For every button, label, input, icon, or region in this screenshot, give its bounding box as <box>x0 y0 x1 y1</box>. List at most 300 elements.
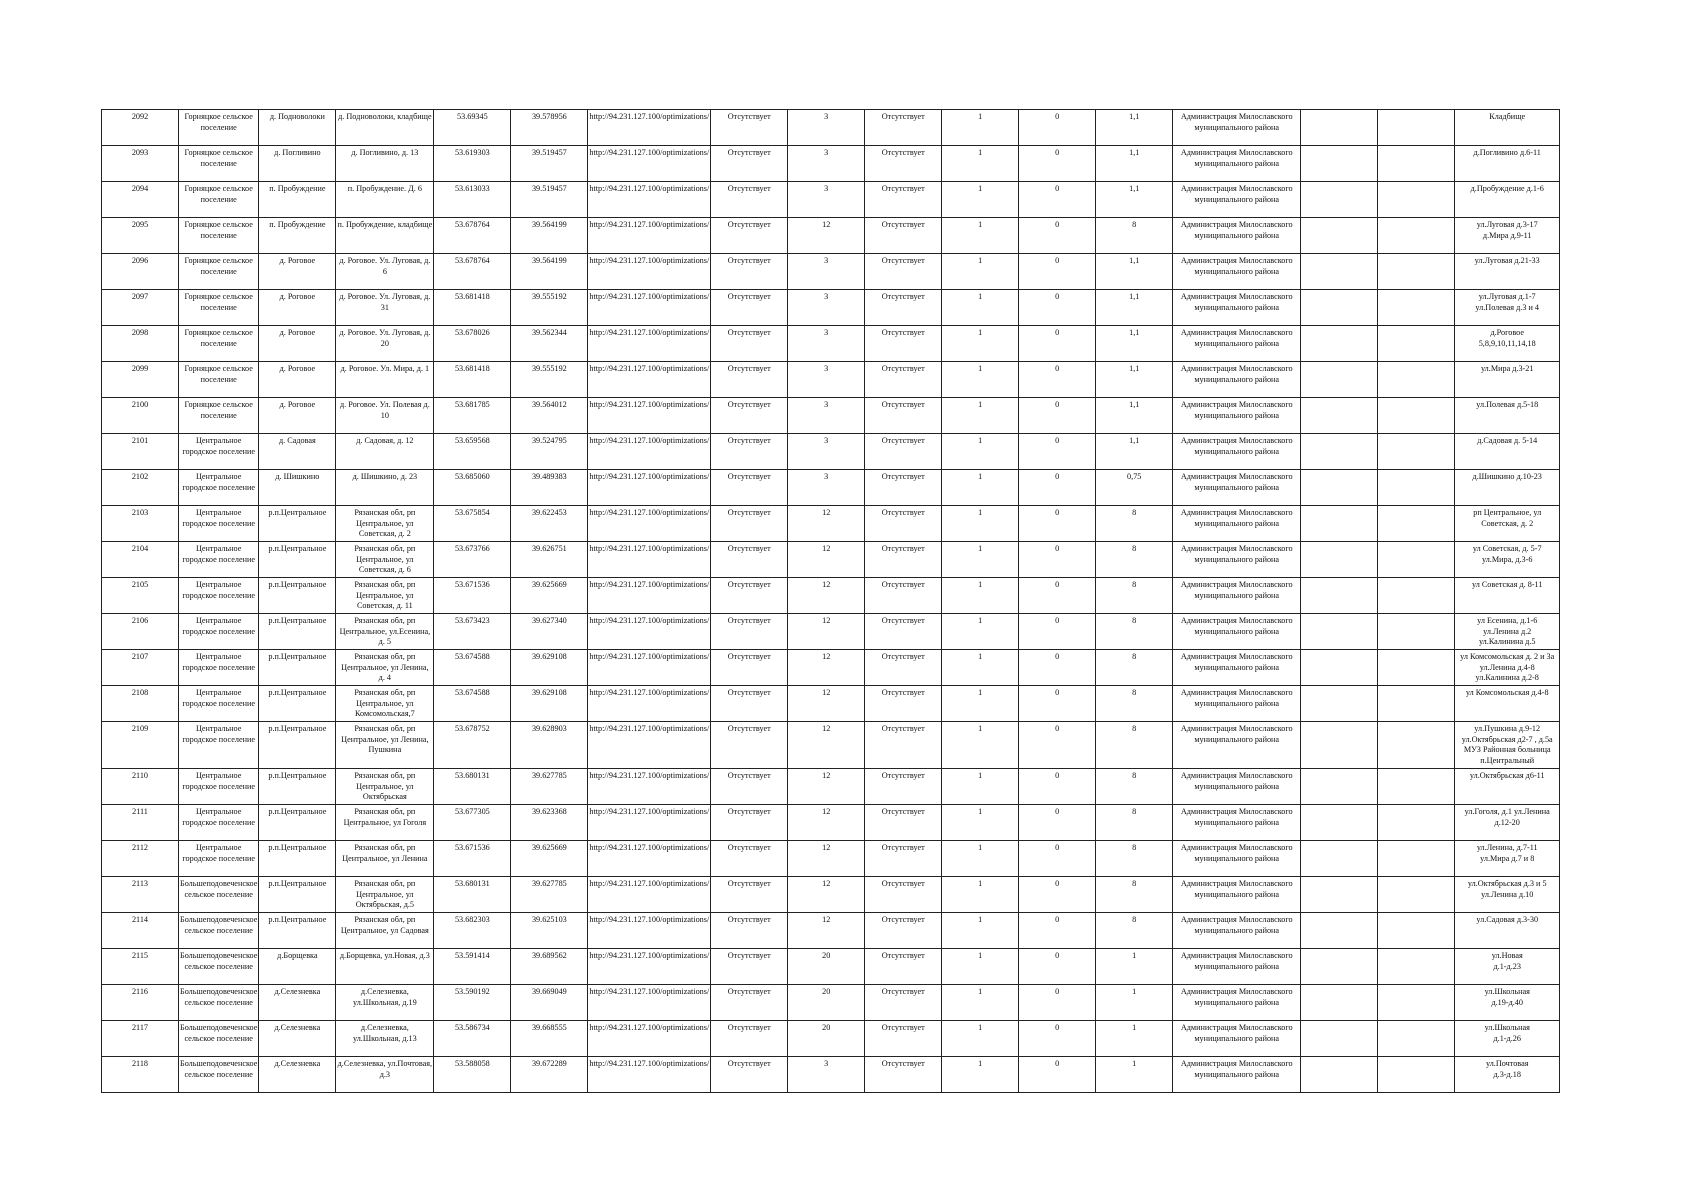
owner-cell: Администрация Милославского муниципального района <box>1173 110 1301 146</box>
table-row <box>102 578 1560 614</box>
blank-cell <box>1301 254 1378 290</box>
status-cell-2: Отсутствует <box>865 1021 942 1057</box>
container-zero-cell: 0 <box>1019 146 1096 182</box>
served-objects-cell: ул.Новая д.1-д.23 <box>1455 949 1560 985</box>
blank-cell-2 <box>1378 841 1455 877</box>
owner-cell: Администрация Милославского муниципального района <box>1173 949 1301 985</box>
owner-cell: Администрация Милославского муниципального района <box>1173 913 1301 949</box>
latitude-cell: 53.673766 <box>434 542 511 578</box>
row-number-cell: 2107 <box>102 650 179 686</box>
row-number-cell: 2093 <box>102 146 179 182</box>
status-cell-2: Отсутствует <box>865 1057 942 1093</box>
blank-cell <box>1301 913 1378 949</box>
url-cell[interactable]: http://94.231.127.100/optimizations/ <box>588 877 711 913</box>
url-cell[interactable]: http://94.231.127.100/optimizations/ <box>588 326 711 362</box>
status-cell-2: Отсутствует <box>865 686 942 722</box>
area-cell: 3 <box>788 254 865 290</box>
settlement-cell: Горняцкое сельское поселение <box>179 218 259 254</box>
container-count-cell: 1 <box>942 362 1019 398</box>
container-count-cell: 1 <box>942 650 1019 686</box>
url-cell[interactable]: http://94.231.127.100/optimizations/ <box>588 913 711 949</box>
url-cell[interactable]: http://94.231.127.100/optimizations/ <box>588 146 711 182</box>
blank-cell-2 <box>1378 398 1455 434</box>
status-cell-2: Отсутствует <box>865 254 942 290</box>
status-cell-2: Отсутствует <box>865 398 942 434</box>
container-count-cell: 1 <box>942 398 1019 434</box>
blank-cell <box>1301 650 1378 686</box>
table-row <box>102 805 1560 841</box>
area-cell: 20 <box>788 949 865 985</box>
address-cell: д. Садовая, д. 12 <box>336 434 434 470</box>
url-cell[interactable]: http://94.231.127.100/optimizations/ <box>588 110 711 146</box>
area-cell: 3 <box>788 398 865 434</box>
status-cell-2: Отсутствует <box>865 542 942 578</box>
container-zero-cell: 0 <box>1019 182 1096 218</box>
latitude-cell: 53.673423 <box>434 614 511 650</box>
owner-cell: Администрация Милославского муниципального района <box>1173 614 1301 650</box>
url-cell[interactable]: http://94.231.127.100/optimizations/ <box>588 805 711 841</box>
blank-cell-2 <box>1378 290 1455 326</box>
longitude-cell: 39.562344 <box>511 326 588 362</box>
row-number-cell: 2106 <box>102 614 179 650</box>
row-number-cell: 2118 <box>102 1057 179 1093</box>
container-count-cell: 1 <box>942 290 1019 326</box>
blank-cell-2 <box>1378 722 1455 769</box>
blank-cell-2 <box>1378 877 1455 913</box>
url-cell[interactable]: http://94.231.127.100/optimizations/ <box>588 985 711 1021</box>
status-cell-2: Отсутствует <box>865 769 942 805</box>
volume-cell: 1,1 <box>1096 326 1173 362</box>
table-row <box>102 542 1560 578</box>
owner-cell: Администрация Милославского муниципального района <box>1173 398 1301 434</box>
container-zero-cell: 0 <box>1019 650 1096 686</box>
longitude-cell: 39.629108 <box>511 650 588 686</box>
row-number-cell: 2114 <box>102 913 179 949</box>
address-cell: д. Роговое. Ул. Луговая, д. 31 <box>336 290 434 326</box>
blank-cell <box>1301 398 1378 434</box>
volume-cell: 8 <box>1096 913 1173 949</box>
container-zero-cell: 0 <box>1019 578 1096 614</box>
owner-cell: Администрация Милославского муниципального района <box>1173 434 1301 470</box>
latitude-cell: 53.678764 <box>434 254 511 290</box>
latitude-cell: 53.671536 <box>434 578 511 614</box>
latitude-cell: 53.586734 <box>434 1021 511 1057</box>
container-count-cell: 1 <box>942 805 1019 841</box>
volume-cell: 1,1 <box>1096 290 1173 326</box>
latitude-cell: 53.680131 <box>434 877 511 913</box>
blank-cell-2 <box>1378 805 1455 841</box>
blank-cell <box>1301 290 1378 326</box>
blank-cell-2 <box>1378 1057 1455 1093</box>
locality-cell: д. Шишкино <box>259 470 336 506</box>
status-cell-2: Отсутствует <box>865 913 942 949</box>
settlement-cell: Центральное городское поселение <box>179 722 259 769</box>
locality-cell: р.п.Центральное <box>259 650 336 686</box>
table-row <box>102 182 1560 218</box>
locality-cell: д.Селезневка <box>259 1057 336 1093</box>
container-count-cell: 1 <box>942 578 1019 614</box>
settlement-cell: Центральное городское поселение <box>179 434 259 470</box>
table-row <box>102 254 1560 290</box>
longitude-cell: 39.564199 <box>511 254 588 290</box>
volume-cell: 1,1 <box>1096 110 1173 146</box>
status-cell: Отсутствует <box>711 769 788 805</box>
status-cell: Отсутствует <box>711 913 788 949</box>
url-cell[interactable]: http://94.231.127.100/optimizations/ <box>588 650 711 686</box>
status-cell-2: Отсутствует <box>865 985 942 1021</box>
url-cell[interactable]: http://94.231.127.100/optimizations/ <box>588 470 711 506</box>
address-cell: Рязанская обл, рп Центральное, ул Ленина, д. 4 <box>336 650 434 686</box>
status-cell: Отсутствует <box>711 326 788 362</box>
url-cell[interactable]: http://94.231.127.100/optimizations/ <box>588 506 711 542</box>
container-count-cell: 1 <box>942 913 1019 949</box>
settlement-cell: Большеподовеченское сельское поселение <box>179 1021 259 1057</box>
served-objects-cell: рп Центральное, ул Советская, д. 2 <box>1455 506 1560 542</box>
row-number-cell: 2116 <box>102 985 179 1021</box>
container-zero-cell: 0 <box>1019 110 1096 146</box>
url-cell[interactable]: http://94.231.127.100/optimizations/ <box>588 1057 711 1093</box>
settlement-cell: Центральное городское поселение <box>179 841 259 877</box>
status-cell-2: Отсутствует <box>865 949 942 985</box>
url-cell[interactable]: http://94.231.127.100/optimizations/ <box>588 841 711 877</box>
row-number-cell: 2097 <box>102 290 179 326</box>
address-cell: д. Роговое. Ул. Полевая д. 10 <box>336 398 434 434</box>
area-cell: 20 <box>788 985 865 1021</box>
settlement-cell: Горняцкое сельское поселение <box>179 290 259 326</box>
volume-cell: 1,1 <box>1096 362 1173 398</box>
settlement-cell: Горняцкое сельское поселение <box>179 398 259 434</box>
status-cell: Отсутствует <box>711 841 788 877</box>
address-cell: Рязанская обл, рп Центральное, ул Октябрьская, д.5 <box>336 877 434 913</box>
status-cell-2: Отсутствует <box>865 326 942 362</box>
row-number-cell: 2108 <box>102 686 179 722</box>
settlement-cell: Центральное городское поселение <box>179 805 259 841</box>
locality-cell: д. Подноволоки <box>259 110 336 146</box>
latitude-cell: 53.619303 <box>434 146 511 182</box>
container-zero-cell: 0 <box>1019 470 1096 506</box>
table-row <box>102 290 1560 326</box>
url-cell[interactable]: http://94.231.127.100/optimizations/ <box>588 398 711 434</box>
blank-cell-2 <box>1378 326 1455 362</box>
longitude-cell: 39.668555 <box>511 1021 588 1057</box>
owner-cell: Администрация Милославского муниципального района <box>1173 841 1301 877</box>
status-cell: Отсутствует <box>711 146 788 182</box>
address-cell: Рязанская обл, рп Центральное, ул Комсомольская,7 <box>336 686 434 722</box>
row-number-cell: 2102 <box>102 470 179 506</box>
container-zero-cell: 0 <box>1019 686 1096 722</box>
locality-cell: р.п.Центральное <box>259 722 336 769</box>
latitude-cell: 53.682303 <box>434 913 511 949</box>
url-cell[interactable]: http://94.231.127.100/optimizations/ <box>588 290 711 326</box>
status-cell: Отсутствует <box>711 398 788 434</box>
container-zero-cell: 0 <box>1019 434 1096 470</box>
url-cell[interactable]: http://94.231.127.100/optimizations/ <box>588 254 711 290</box>
status-cell: Отсутствует <box>711 650 788 686</box>
latitude-cell: 53.591414 <box>434 949 511 985</box>
blank-cell <box>1301 985 1378 1021</box>
area-cell: 3 <box>788 326 865 362</box>
status-cell: Отсутствует <box>711 506 788 542</box>
url-cell[interactable]: http://94.231.127.100/optimizations/ <box>588 542 711 578</box>
area-cell: 12 <box>788 542 865 578</box>
settlement-cell: Центральное городское поселение <box>179 542 259 578</box>
latitude-cell: 53.685060 <box>434 470 511 506</box>
blank-cell-2 <box>1378 913 1455 949</box>
row-number-cell: 2098 <box>102 326 179 362</box>
volume-cell: 8 <box>1096 686 1173 722</box>
blank-cell <box>1301 578 1378 614</box>
status-cell-2: Отсутствует <box>865 614 942 650</box>
locality-cell: р.п.Центральное <box>259 578 336 614</box>
url-cell[interactable]: http://94.231.127.100/optimizations/ <box>588 434 711 470</box>
served-objects-cell: ул.Гоголя, д.1 ул.Ленина д.12-20 <box>1455 805 1560 841</box>
container-count-cell: 1 <box>942 326 1019 362</box>
owner-cell: Администрация Милославского муниципального района <box>1173 1021 1301 1057</box>
url-cell[interactable]: http://94.231.127.100/optimizations/ <box>588 686 711 722</box>
container-sites-table <box>101 109 1560 1093</box>
latitude-cell: 53.69345 <box>434 110 511 146</box>
blank-cell <box>1301 542 1378 578</box>
status-cell: Отсутствует <box>711 1057 788 1093</box>
status-cell: Отсутствует <box>711 218 788 254</box>
locality-cell: д. Роговое <box>259 362 336 398</box>
locality-cell: д. Роговое <box>259 398 336 434</box>
locality-cell: д. Роговое <box>259 290 336 326</box>
latitude-cell: 53.674588 <box>434 686 511 722</box>
volume-cell: 8 <box>1096 506 1173 542</box>
latitude-cell: 53.674588 <box>434 650 511 686</box>
address-cell: Рязанская обл, рп Центральное, ул Советская, д. 11 <box>336 578 434 614</box>
owner-cell: Администрация Милославского муниципального района <box>1173 362 1301 398</box>
blank-cell-2 <box>1378 218 1455 254</box>
status-cell-2: Отсутствует <box>865 650 942 686</box>
settlement-cell: Горняцкое сельское поселение <box>179 362 259 398</box>
blank-cell <box>1301 506 1378 542</box>
status-cell-2: Отсутствует <box>865 841 942 877</box>
latitude-cell: 53.680131 <box>434 769 511 805</box>
status-cell-2: Отсутствует <box>865 218 942 254</box>
area-cell: 3 <box>788 110 865 146</box>
url-cell[interactable]: http://94.231.127.100/optimizations/ <box>588 614 711 650</box>
container-count-cell: 1 <box>942 686 1019 722</box>
container-count-cell: 1 <box>942 146 1019 182</box>
container-count-cell: 1 <box>942 218 1019 254</box>
blank-cell <box>1301 769 1378 805</box>
longitude-cell: 39.672289 <box>511 1057 588 1093</box>
table-row <box>102 614 1560 650</box>
row-number-cell: 2101 <box>102 434 179 470</box>
address-cell: д. Погливино, д. 13 <box>336 146 434 182</box>
served-objects-cell: ул.Школьная д.1-д.26 <box>1455 1021 1560 1057</box>
served-objects-cell: ул.Луговая д.3-17 д.Мира д.9-11 <box>1455 218 1560 254</box>
address-cell: д.Селезневка, ул.Почтовая, д.3 <box>336 1057 434 1093</box>
locality-cell: р.п.Центральное <box>259 769 336 805</box>
area-cell: 3 <box>788 146 865 182</box>
locality-cell: р.п.Центральное <box>259 686 336 722</box>
volume-cell: 1 <box>1096 949 1173 985</box>
locality-cell: д. Роговое <box>259 326 336 362</box>
area-cell: 12 <box>788 841 865 877</box>
container-zero-cell: 0 <box>1019 614 1096 650</box>
row-number-cell: 2100 <box>102 398 179 434</box>
container-count-cell: 1 <box>942 542 1019 578</box>
url-cell[interactable]: http://94.231.127.100/optimizations/ <box>588 578 711 614</box>
status-cell: Отсутствует <box>711 686 788 722</box>
area-cell: 3 <box>788 470 865 506</box>
status-cell: Отсутствует <box>711 985 788 1021</box>
area-cell: 12 <box>788 650 865 686</box>
table-row <box>102 362 1560 398</box>
longitude-cell: 39.622453 <box>511 506 588 542</box>
container-count-cell: 1 <box>942 470 1019 506</box>
served-objects-cell: д.Погливино д.6-11 <box>1455 146 1560 182</box>
area-cell: 3 <box>788 1057 865 1093</box>
blank-cell-2 <box>1378 1021 1455 1057</box>
status-cell-2: Отсутствует <box>865 805 942 841</box>
settlement-cell: Центральное городское поселение <box>179 686 259 722</box>
address-cell: Рязанская обл, рп Центральное, ул Гоголя <box>336 805 434 841</box>
status-cell: Отсутствует <box>711 182 788 218</box>
blank-cell <box>1301 841 1378 877</box>
owner-cell: Администрация Милославского муниципального района <box>1173 326 1301 362</box>
longitude-cell: 39.627785 <box>511 769 588 805</box>
url-cell[interactable]: http://94.231.127.100/optimizations/ <box>588 1021 711 1057</box>
longitude-cell: 39.625103 <box>511 913 588 949</box>
volume-cell: 0,75 <box>1096 470 1173 506</box>
table-row <box>102 949 1560 985</box>
blank-cell <box>1301 110 1378 146</box>
status-cell-2: Отсутствует <box>865 434 942 470</box>
url-cell[interactable]: http://94.231.127.100/optimizations/ <box>588 182 711 218</box>
longitude-cell: 39.627785 <box>511 877 588 913</box>
url-cell[interactable]: http://94.231.127.100/optimizations/ <box>588 722 711 769</box>
row-number-cell: 2113 <box>102 877 179 913</box>
longitude-cell: 39.626751 <box>511 542 588 578</box>
status-cell-2: Отсутствует <box>865 506 942 542</box>
container-zero-cell: 0 <box>1019 985 1096 1021</box>
served-objects-cell: ул.Почтовая д.3-д.18 <box>1455 1057 1560 1093</box>
latitude-cell: 53.675854 <box>434 506 511 542</box>
address-cell: Рязанская обл, рп Центральное, ул Советская, д. 2 <box>336 506 434 542</box>
longitude-cell: 39.519457 <box>511 182 588 218</box>
container-count-cell: 1 <box>942 769 1019 805</box>
row-number-cell: 2112 <box>102 841 179 877</box>
blank-cell <box>1301 949 1378 985</box>
container-count-cell: 1 <box>942 1057 1019 1093</box>
status-cell: Отсутствует <box>711 578 788 614</box>
table-row <box>102 326 1560 362</box>
table-row <box>102 877 1560 913</box>
volume-cell: 1,1 <box>1096 434 1173 470</box>
area-cell: 12 <box>788 877 865 913</box>
status-cell-2: Отсутствует <box>865 182 942 218</box>
status-cell-2: Отсутствует <box>865 362 942 398</box>
url-cell[interactable]: http://94.231.127.100/optimizations/ <box>588 949 711 985</box>
area-cell: 12 <box>788 578 865 614</box>
served-objects-cell: ул.Школьная д.19-д.40 <box>1455 985 1560 1021</box>
container-count-cell: 1 <box>942 254 1019 290</box>
table-row <box>102 722 1560 769</box>
locality-cell: д.Селезневка <box>259 985 336 1021</box>
latitude-cell: 53.588058 <box>434 1057 511 1093</box>
url-cell[interactable]: http://94.231.127.100/optimizations/ <box>588 769 711 805</box>
table-row <box>102 650 1560 686</box>
row-number-cell: 2115 <box>102 949 179 985</box>
container-zero-cell: 0 <box>1019 542 1096 578</box>
url-cell[interactable]: http://94.231.127.100/optimizations/ <box>588 218 711 254</box>
locality-cell: д.Селезневка <box>259 1021 336 1057</box>
longitude-cell: 39.555192 <box>511 362 588 398</box>
served-objects-cell: ул Комсомольская д. 2 и 3а ул.Ленина д.4-8 ул.Калинина д.2-8 <box>1455 650 1560 686</box>
settlement-cell: Центральное городское поселение <box>179 650 259 686</box>
latitude-cell: 53.681785 <box>434 398 511 434</box>
settlement-cell: Горняцкое сельское поселение <box>179 110 259 146</box>
container-count-cell: 1 <box>942 877 1019 913</box>
volume-cell: 8 <box>1096 722 1173 769</box>
served-objects-cell: д.Садовая д. 5-14 <box>1455 434 1560 470</box>
volume-cell: 8 <box>1096 650 1173 686</box>
address-cell: п. Пробуждение, кладбище <box>336 218 434 254</box>
longitude-cell: 39.669049 <box>511 985 588 1021</box>
address-cell: д. Роговое. Ул. Луговая, д. 20 <box>336 326 434 362</box>
blank-cell-2 <box>1378 362 1455 398</box>
settlement-cell: Центральное городское поселение <box>179 614 259 650</box>
status-cell: Отсутствует <box>711 949 788 985</box>
served-objects-cell: ул.Садовая д.3-30 <box>1455 913 1560 949</box>
address-cell: д.Борщевка, ул.Новая, д.3 <box>336 949 434 985</box>
address-cell: Рязанская обл, рп Центральное, ул Советская, д. 6 <box>336 542 434 578</box>
table-row <box>102 218 1560 254</box>
served-objects-cell: ул.Луговая д.1-7 ул.Полевая д.3 и 4 <box>1455 290 1560 326</box>
owner-cell: Администрация Милославского муниципального района <box>1173 290 1301 326</box>
container-zero-cell: 0 <box>1019 1057 1096 1093</box>
locality-cell: р.п.Центральное <box>259 542 336 578</box>
container-count-cell: 1 <box>942 182 1019 218</box>
latitude-cell: 53.678026 <box>434 326 511 362</box>
blank-cell <box>1301 805 1378 841</box>
blank-cell-2 <box>1378 110 1455 146</box>
longitude-cell: 39.625669 <box>511 841 588 877</box>
served-objects-cell: ул Комсомольская д.4-8 <box>1455 686 1560 722</box>
served-objects-cell: ул.Октябрьская д6-11 <box>1455 769 1560 805</box>
row-number-cell: 2105 <box>102 578 179 614</box>
url-cell[interactable]: http://94.231.127.100/optimizations/ <box>588 362 711 398</box>
container-zero-cell: 0 <box>1019 769 1096 805</box>
longitude-cell: 39.628903 <box>511 722 588 769</box>
served-objects-cell: д.Пробуждение д.1-6 <box>1455 182 1560 218</box>
blank-cell-2 <box>1378 182 1455 218</box>
row-number-cell: 2092 <box>102 110 179 146</box>
owner-cell: Администрация Милославского муниципального района <box>1173 578 1301 614</box>
address-cell: п. Пробуждение. Д. 6 <box>336 182 434 218</box>
container-zero-cell: 0 <box>1019 362 1096 398</box>
status-cell: Отсутствует <box>711 362 788 398</box>
latitude-cell: 53.613033 <box>434 182 511 218</box>
status-cell-2: Отсутствует <box>865 877 942 913</box>
blank-cell-2 <box>1378 985 1455 1021</box>
table-row <box>102 506 1560 542</box>
blank-cell <box>1301 1057 1378 1093</box>
volume-cell: 8 <box>1096 841 1173 877</box>
container-count-cell: 1 <box>942 841 1019 877</box>
blank-cell <box>1301 877 1378 913</box>
locality-cell: д.Борщевка <box>259 949 336 985</box>
blank-cell <box>1301 326 1378 362</box>
container-count-cell: 1 <box>942 949 1019 985</box>
status-cell: Отсутствует <box>711 1021 788 1057</box>
container-zero-cell: 0 <box>1019 841 1096 877</box>
locality-cell: д. Роговое <box>259 254 336 290</box>
